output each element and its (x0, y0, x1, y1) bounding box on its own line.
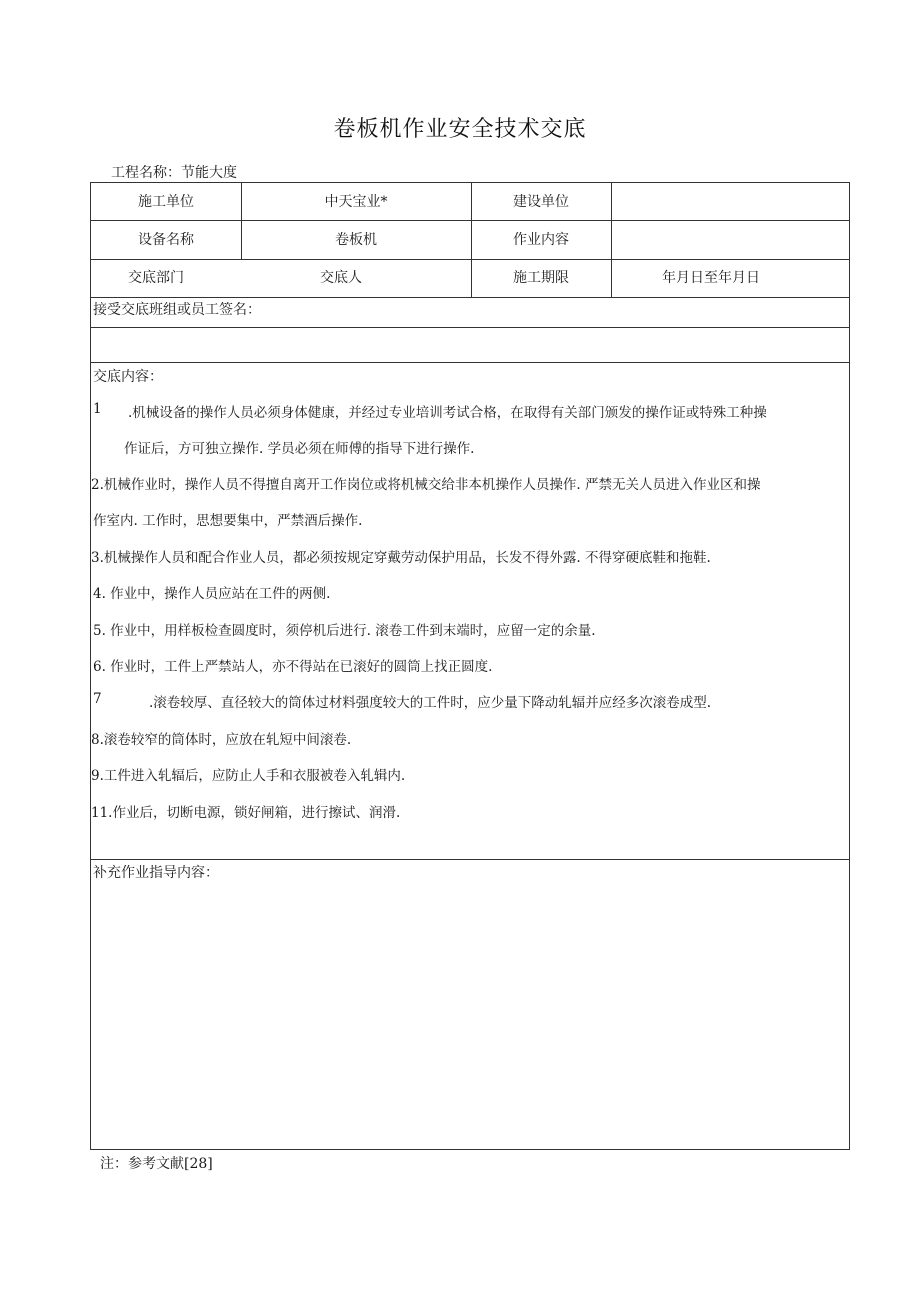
briefing-person-label: 交底人 (320, 270, 362, 286)
footnote: 注：参考文献[28] (100, 1156, 213, 1172)
supplement-label: 补充作业指导内容： (93, 865, 219, 881)
row-divider (91, 362, 849, 363)
equipment-name-value: 卷板机 (335, 232, 377, 248)
list-item: 作室内. 工作时，思想要集中，严禁酒后操作. (93, 513, 363, 529)
client-unit-value (611, 183, 851, 221)
list-item: 6. 作业时，工件上严禁站人，亦不得站在已滚好的圆筒上找正圆度. (93, 659, 493, 675)
briefing-department-label: 交底部门 (128, 270, 184, 286)
content-label: 交底内容： (93, 369, 163, 385)
signature-label: 接受交底班组或员工签名： (93, 302, 261, 318)
list-item: 5. 作业中，用样板检查圆度时，须停机后进行. 滚卷工件到末端时，应留一定的余量. (93, 623, 596, 639)
construction-period-value: 年月日至年月日 (662, 270, 760, 286)
list-item: 3.机械操作人员和配合作业人员，都必须按规定穿戴劳动保护用品，长发不得外露. 不得穿硬底鞋和拖鞋. (91, 550, 711, 566)
row-divider (91, 297, 849, 298)
row-divider (91, 327, 849, 328)
row-divider (91, 859, 849, 860)
list-item: .滚卷较厚、直径较大的筒体过材料强度较大的工件时，应少量下降动轧辐并应经多次滚卷成型. (149, 695, 712, 711)
list-item-number: 7 (93, 691, 102, 707)
list-item: 11.作业后，切断电源，锁好闸箱，进行擦试、润滑. (91, 805, 401, 821)
construction-unit-label: 施工单位 (138, 194, 194, 210)
briefing-table (90, 182, 850, 1150)
list-item: .机械设备的操作人员必须身体健康，并经过专业培训考试合格，在取得有关部门颁发的操作证或特殊工种操 (128, 405, 767, 421)
list-item: 9.工件进入轧辐后，应防止人手和衣服被卷入轧辑内. (91, 768, 406, 784)
list-item: 作证后，方可独立操作. 学员必须在师傅的指导下进行操作. (124, 441, 475, 457)
list-item: 2.机械作业时，操作人员不得擅自离开工作岗位或将机械交给非本机操作人员操作. 严禁无关人员进入作业区和操 (91, 477, 761, 493)
project-name: 工程名称：节能大度 (111, 165, 237, 181)
document-title: 卷板机作业安全技术交底 (333, 117, 587, 142)
equipment-name-label: 设备名称 (138, 232, 194, 248)
client-unit-label: 建设单位 (513, 194, 569, 210)
work-content-value (611, 221, 851, 259)
list-item-number: 1 (93, 401, 102, 417)
construction-unit-value: 中天宝业* (324, 194, 388, 210)
list-item: 8.滚卷较窄的筒体时，应放在轧短中间滚卷. (91, 732, 352, 748)
construction-period-label: 施工期限 (513, 270, 569, 286)
work-content-label: 作业内容 (513, 232, 569, 248)
list-item: 4. 作业中，操作人员应站在工件的两侧. (93, 586, 331, 602)
